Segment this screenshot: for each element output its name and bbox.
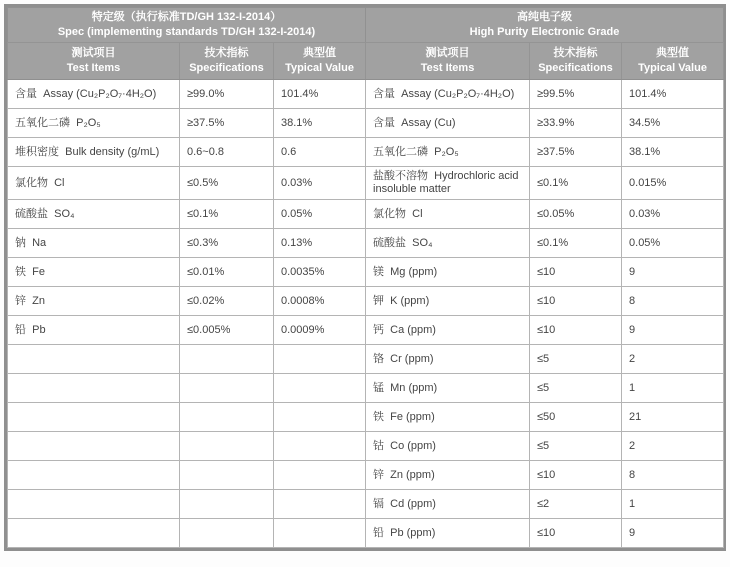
- spec-cell-empty: [180, 432, 274, 461]
- table-row: [8, 287, 724, 316]
- spec-cell-empty: [180, 519, 274, 548]
- right-header-test-items: 测试项目 Test Items: [366, 43, 530, 80]
- test-item-cell: 硫酸盐 SO₄: [8, 200, 180, 229]
- test-item-cell-empty: [8, 374, 180, 403]
- table-row: [8, 519, 724, 548]
- test-item-cell-empty: [8, 403, 180, 432]
- typical-value-cell-empty: [274, 519, 366, 548]
- left-header-typical-value: 典型值 Typical Value: [274, 43, 366, 80]
- spec-cell: ≤0.05%: [530, 200, 622, 229]
- typical-value-cell: 0.0008%: [274, 287, 366, 316]
- right-header-typical-value: 典型值 Typical Value: [622, 43, 724, 80]
- left-grade-title: [8, 8, 366, 43]
- test-item-cell: 铁 Fe (ppm): [366, 403, 530, 432]
- test-item-cell: 铁 Fe: [8, 258, 180, 287]
- test-item-cell-empty: [8, 461, 180, 490]
- right-grade-title-en: High Purity Electronic Grade: [469, 26, 620, 38]
- test-item-cell-empty: [8, 490, 180, 519]
- test-item-cell-empty: [8, 345, 180, 374]
- typical-value-cell-empty: [274, 490, 366, 519]
- table-row: [8, 490, 724, 519]
- spec-cell: ≤10: [530, 316, 622, 345]
- spec-cell-empty: [180, 403, 274, 432]
- test-item-cell: 硫酸盐 SO₄: [366, 229, 530, 258]
- spec-cell: ≤0.3%: [180, 229, 274, 258]
- spec-cell: ≤0.5%: [180, 167, 274, 200]
- spec-cell: ≥33.9%: [530, 109, 622, 138]
- table-row: [8, 316, 724, 345]
- spec-cell: ≥37.5%: [180, 109, 274, 138]
- typical-value-cell: 8: [622, 287, 724, 316]
- test-item-cell: 钠 Na: [8, 229, 180, 258]
- spec-table-frame: [4, 4, 726, 551]
- right-header-specifications: 技术指标 Specifications: [530, 43, 622, 80]
- test-item-cell: 镁 Mg (ppm): [366, 258, 530, 287]
- spec-cell: ≤0.005%: [180, 316, 274, 345]
- typical-value-cell: 2: [622, 345, 724, 374]
- table-row: [8, 80, 724, 109]
- test-item-cell: 五氧化二磷 P₂O₅: [366, 138, 530, 167]
- test-item-cell: 氯化物 Cl: [8, 167, 180, 200]
- typical-value-cell: 0.0009%: [274, 316, 366, 345]
- typical-value-cell-empty: [274, 403, 366, 432]
- spec-cell: ≤5: [530, 345, 622, 374]
- test-item-cell-empty: [8, 519, 180, 548]
- table-row: [8, 345, 724, 374]
- spec-cell: ≤5: [530, 374, 622, 403]
- spec-cell: ≤0.01%: [180, 258, 274, 287]
- typical-value-cell-empty: [274, 345, 366, 374]
- left-header-test-items: 测试项目 Test Items: [8, 43, 180, 80]
- table-row: [8, 461, 724, 490]
- left-grade-title-zh: 特定级（执行标准TD/GH 132-I-2014）: [91, 11, 282, 23]
- typical-value-cell: 21: [622, 403, 724, 432]
- typical-value-cell: 9: [622, 316, 724, 345]
- test-item-cell: 铅 Pb: [8, 316, 180, 345]
- spec-cell-empty: [180, 374, 274, 403]
- typical-value-cell: 8: [622, 461, 724, 490]
- table-row: [8, 167, 724, 200]
- typical-value-cell: 1: [622, 374, 724, 403]
- typical-value-cell: 1: [622, 490, 724, 519]
- test-item-cell: 钙 Ca (ppm): [366, 316, 530, 345]
- spec-cell: ≤0.1%: [530, 167, 622, 200]
- test-item-cell: 锌 Zn (ppm): [366, 461, 530, 490]
- table-row: [8, 138, 724, 167]
- test-item-cell: 钴 Co (ppm): [366, 432, 530, 461]
- table-row: [8, 403, 724, 432]
- spec-cell: ≥99.5%: [530, 80, 622, 109]
- spec-cell: ≤50: [530, 403, 622, 432]
- typical-value-cell: 38.1%: [622, 138, 724, 167]
- left-header-specifications: 技术指标 Specifications: [180, 43, 274, 80]
- typical-value-cell: 2: [622, 432, 724, 461]
- typical-value-cell-empty: [274, 432, 366, 461]
- spec-table: [7, 7, 724, 548]
- test-item-cell: 锌 Zn: [8, 287, 180, 316]
- typical-value-cell: 101.4%: [274, 80, 366, 109]
- table-row: [8, 258, 724, 287]
- spec-cell: ≤10: [530, 519, 622, 548]
- test-item-cell: 盐酸不溶物 Hydrochloric acid insoluble matter: [366, 167, 530, 200]
- spec-cell: 0.6~0.8: [180, 138, 274, 167]
- typical-value-cell: 0.03%: [622, 200, 724, 229]
- test-item-cell: 钾 K (ppm): [366, 287, 530, 316]
- spec-cell: ≥37.5%: [530, 138, 622, 167]
- spec-cell-empty: [180, 461, 274, 490]
- column-header-row: [8, 43, 724, 80]
- test-item-cell: 堆积密度 Bulk density (g/mL): [8, 138, 180, 167]
- test-item-cell: 铬 Cr (ppm): [366, 345, 530, 374]
- test-item-cell: 铅 Pb (ppm): [366, 519, 530, 548]
- table-row: [8, 109, 724, 138]
- spec-cell: ≤10: [530, 258, 622, 287]
- typical-value-cell: 0.015%: [622, 167, 724, 200]
- typical-value-cell: 0.0035%: [274, 258, 366, 287]
- test-item-cell-empty: [8, 432, 180, 461]
- table-row: [8, 229, 724, 258]
- spec-cell: ≤10: [530, 461, 622, 490]
- spec-cell: ≤0.1%: [180, 200, 274, 229]
- table-row: [8, 200, 724, 229]
- typical-value-cell: 0.05%: [274, 200, 366, 229]
- table-row: [8, 432, 724, 461]
- spec-cell: ≤0.1%: [530, 229, 622, 258]
- typical-value-cell: 0.6: [274, 138, 366, 167]
- typical-value-cell: 0.13%: [274, 229, 366, 258]
- table-row: [8, 374, 724, 403]
- typical-value-cell: 101.4%: [622, 80, 724, 109]
- spec-cell: ≤10: [530, 287, 622, 316]
- test-item-cell: 含量 Assay (Cu₂P₂O₇·4H₂O): [8, 80, 180, 109]
- right-grade-title-zh: 高纯电子级: [517, 11, 573, 23]
- left-grade-title-en: Spec (implementing standards TD/GH 132-I-2014): [57, 26, 316, 38]
- typical-value-cell: 9: [622, 258, 724, 287]
- spec-cell: ≥99.0%: [180, 80, 274, 109]
- typical-value-cell: 9: [622, 519, 724, 548]
- test-item-cell: 锰 Mn (ppm): [366, 374, 530, 403]
- typical-value-cell-empty: [274, 461, 366, 490]
- typical-value-cell: 0.05%: [622, 229, 724, 258]
- spec-cell-empty: [180, 345, 274, 374]
- spec-cell: ≤0.02%: [180, 287, 274, 316]
- right-grade-title: [366, 8, 724, 43]
- test-item-cell: 含量 Assay (Cu): [366, 109, 530, 138]
- spec-cell-empty: [180, 490, 274, 519]
- spec-cell: ≤5: [530, 432, 622, 461]
- grade-title-row: [8, 8, 724, 43]
- test-item-cell: 镉 Cd (ppm): [366, 490, 530, 519]
- typical-value-cell: 38.1%: [274, 109, 366, 138]
- typical-value-cell: 34.5%: [622, 109, 724, 138]
- spec-cell: ≤2: [530, 490, 622, 519]
- typical-value-cell-empty: [274, 374, 366, 403]
- typical-value-cell: 0.03%: [274, 167, 366, 200]
- test-item-cell: 含量 Assay (Cu₂P₂O₇·4H₂O): [366, 80, 530, 109]
- test-item-cell: 五氧化二磷 P₂O₅: [8, 109, 180, 138]
- test-item-cell: 氯化物 Cl: [366, 200, 530, 229]
